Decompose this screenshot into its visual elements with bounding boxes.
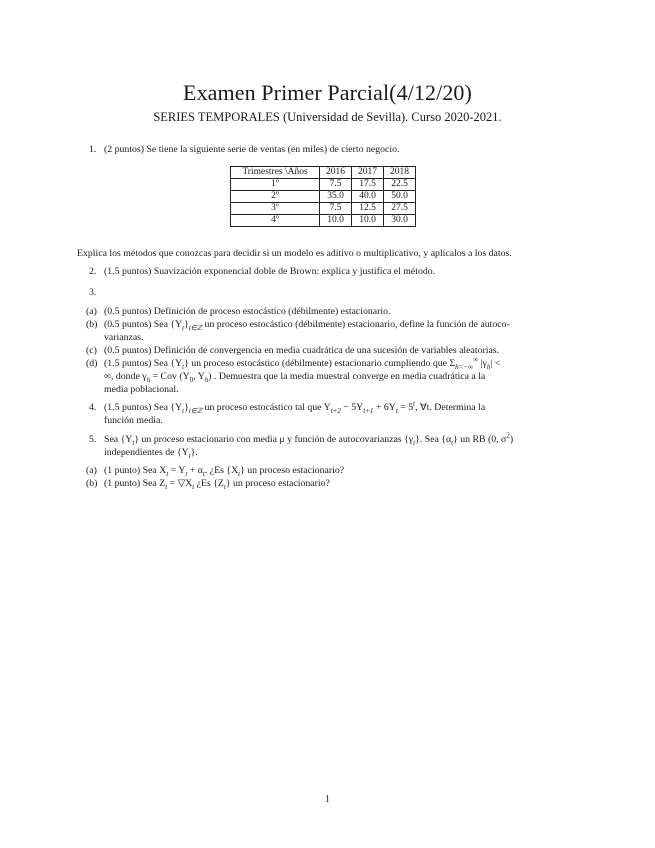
q3d-text-part: |γ: [478, 358, 487, 369]
table-cell: 40.0: [352, 191, 384, 203]
q4-text-part: un proceso estocástico tal que Y: [202, 402, 331, 413]
page-title: Examen Primer Parcial(4/12/20): [183, 80, 472, 105]
q3d-text-part: ∞, donde γ: [104, 371, 147, 382]
subscript: t: [182, 323, 185, 332]
subscript: t: [182, 406, 185, 415]
q5a-text-part: } un proceso estacionario?: [240, 465, 345, 476]
q5b-label: (b): [86, 478, 98, 489]
table-cell: 35.0: [320, 191, 352, 203]
table-cell: 12.5: [352, 203, 384, 215]
subscript: t∈ℤ: [188, 406, 203, 415]
q3b-text: [104, 318, 510, 331]
q3d-text-part: } un proceso estocástico (débilmente) estacionario cumpliendo que Σ: [184, 358, 456, 369]
table-cell: 17.5: [352, 179, 384, 191]
q5a-text-part: (1 punto) Sea X: [104, 465, 167, 476]
q4-text-part: + 6Y: [373, 402, 396, 413]
q5-text-part: }.: [190, 447, 198, 458]
q2-number: 2.: [89, 266, 97, 277]
q5a-text: [104, 464, 344, 477]
q5-text-part: Sea {Y: [104, 434, 133, 445]
q3d-line2: [104, 370, 485, 383]
subscript: t: [185, 469, 188, 478]
q3c-text: (0.5 puntos) Definición de convergencia en media cuadrática de una sucesión de variables aleatorias.: [104, 345, 500, 356]
q3d-text-part: = Cov (Y: [150, 371, 190, 382]
q3d-label: (d): [86, 358, 98, 369]
q3d-text-part: | <: [490, 358, 501, 369]
q1-followup: Explica los métodos que conozcas para decidir si un modelo es aditivo o multiplicativo, y aplícalos a los datos.: [77, 248, 512, 259]
table-cell: 7.5: [320, 179, 352, 191]
superscript: 2: [506, 431, 510, 440]
table-cell: 10.0: [352, 215, 384, 227]
q3a-label: (a): [86, 306, 97, 317]
q1-text: (2 puntos) Se tiene la siguiente serie de ventas (en miles) de cierto negocio.: [104, 144, 400, 155]
q4-text-part: }: [184, 402, 189, 413]
q5b-text-part: (1 punto) Sea Z: [104, 478, 166, 489]
subscript: t: [223, 482, 226, 491]
q3a-text: (0.5 puntos) Definición de proceso estocástico (débilmente) estacionario.: [104, 306, 391, 317]
superscript: ∞: [473, 355, 479, 364]
subscript: t: [451, 438, 454, 447]
q4-number: 4.: [89, 402, 97, 413]
table-row: [231, 215, 416, 227]
subscript: t: [192, 482, 195, 491]
table-cell: 7.5: [320, 203, 352, 215]
table-header-cell: 2017: [352, 167, 384, 179]
table-header-cell: 2018: [384, 167, 416, 179]
q3-number: 3.: [89, 287, 97, 298]
q5a-label: (a): [86, 465, 97, 476]
subscript: t: [165, 482, 168, 491]
table-cell: 50.0: [384, 191, 416, 203]
subscript: t: [238, 469, 241, 478]
subscript: t+1: [363, 406, 374, 415]
subscript: t: [182, 362, 185, 371]
q4-text-part: , ∀t. Determina la: [415, 402, 486, 413]
page-subtitle: SERIES TEMPORALES (Universidad de Sevilla). Curso 2020-2021.: [153, 110, 502, 124]
q2-text: (1.5 puntos) Suavización exponencial doble de Brown: explica y justifica el método.: [104, 266, 436, 277]
subscript: t: [202, 469, 205, 478]
table-header-row: [231, 167, 416, 179]
q3d-text-part: ) . Demuestra que la media muestral converge en media cuadrática a la: [208, 371, 486, 382]
q5-text-part: } un RB (0, σ: [453, 434, 507, 445]
q3c-label: (c): [86, 345, 97, 356]
q5a-text-part: . ¿Es {X: [204, 465, 239, 476]
q3d-text-part: (1.5 puntos) Sea {Y: [104, 358, 183, 369]
q5b-text-part: } un proceso estacionario?: [225, 478, 330, 489]
subscript: h=−∞: [455, 362, 474, 371]
page-number: 1: [325, 794, 330, 805]
q1-number: 1.: [89, 144, 97, 155]
q4-text-part: − 5Y: [340, 402, 364, 413]
table-row: [231, 203, 416, 215]
q5b-text-part: = ▽X: [167, 478, 193, 489]
q5-text-part: independientes de {Y: [104, 447, 189, 458]
table-header-cell: 2016: [320, 167, 352, 179]
table-cell: 3º: [231, 203, 320, 215]
q5a-text-part: + α: [187, 465, 203, 476]
table-cell: 2º: [231, 191, 320, 203]
q5-text-part: ): [509, 434, 514, 445]
table-row: [231, 191, 416, 203]
table-row: [231, 179, 416, 191]
q5-number: 5.: [89, 434, 97, 445]
subscript: t: [188, 451, 191, 460]
table-header-cell: Trimestres \Años: [231, 167, 320, 179]
table-cell: 10.0: [320, 215, 352, 227]
table-cell: 22.5: [384, 179, 416, 191]
q5a-text-part: = Y: [168, 465, 186, 476]
subscript: h: [204, 375, 209, 384]
q4-text-part: = 5: [397, 402, 414, 413]
q4-line2: función media.: [104, 415, 163, 426]
q3b-label: (b): [86, 319, 98, 330]
subscript: t: [413, 438, 416, 447]
table-cell: 1º: [231, 179, 320, 191]
superscript: t: [413, 399, 416, 408]
q3b-text-part: un proceso estocástico (débilmente) estacionario, define la función de autoco-: [202, 319, 510, 330]
table-cell: 4º: [231, 215, 320, 227]
q5b-text: [104, 477, 330, 490]
subscript: 0: [189, 375, 194, 384]
q4-line1: [104, 401, 485, 414]
q4-text-part: (1.5 puntos) Sea {Y: [104, 402, 183, 413]
table-cell: 27.5: [384, 203, 416, 215]
q5-line1: [104, 433, 513, 446]
subscript: h: [486, 362, 491, 371]
subscript: t+2: [330, 406, 341, 415]
subscript: t∈ℤ: [188, 323, 203, 332]
q3d-line1: [104, 357, 500, 370]
q3d-line3: media poblacional.: [104, 384, 179, 395]
subscript: h: [146, 375, 151, 384]
q3b-text-part: }: [184, 319, 189, 330]
q5b-text-part: ¿Es {Z: [194, 478, 224, 489]
q5-line2: [104, 446, 198, 459]
subscript: t: [166, 469, 169, 478]
subscript: t: [132, 438, 135, 447]
q3b-text-part: (0.5 puntos) Sea {Y: [104, 319, 183, 330]
sales-table: [230, 166, 416, 227]
table-cell: 30.0: [384, 215, 416, 227]
q5-text-part: }. Sea {α: [415, 434, 452, 445]
q3b-text-line2: varianzas.: [104, 332, 144, 343]
q3d-text-part: , Y: [193, 371, 205, 382]
q5-text-part: } un proceso estacionario con media μ y función de autocovarianzas {γ: [134, 434, 414, 445]
subscript: t: [395, 406, 398, 415]
